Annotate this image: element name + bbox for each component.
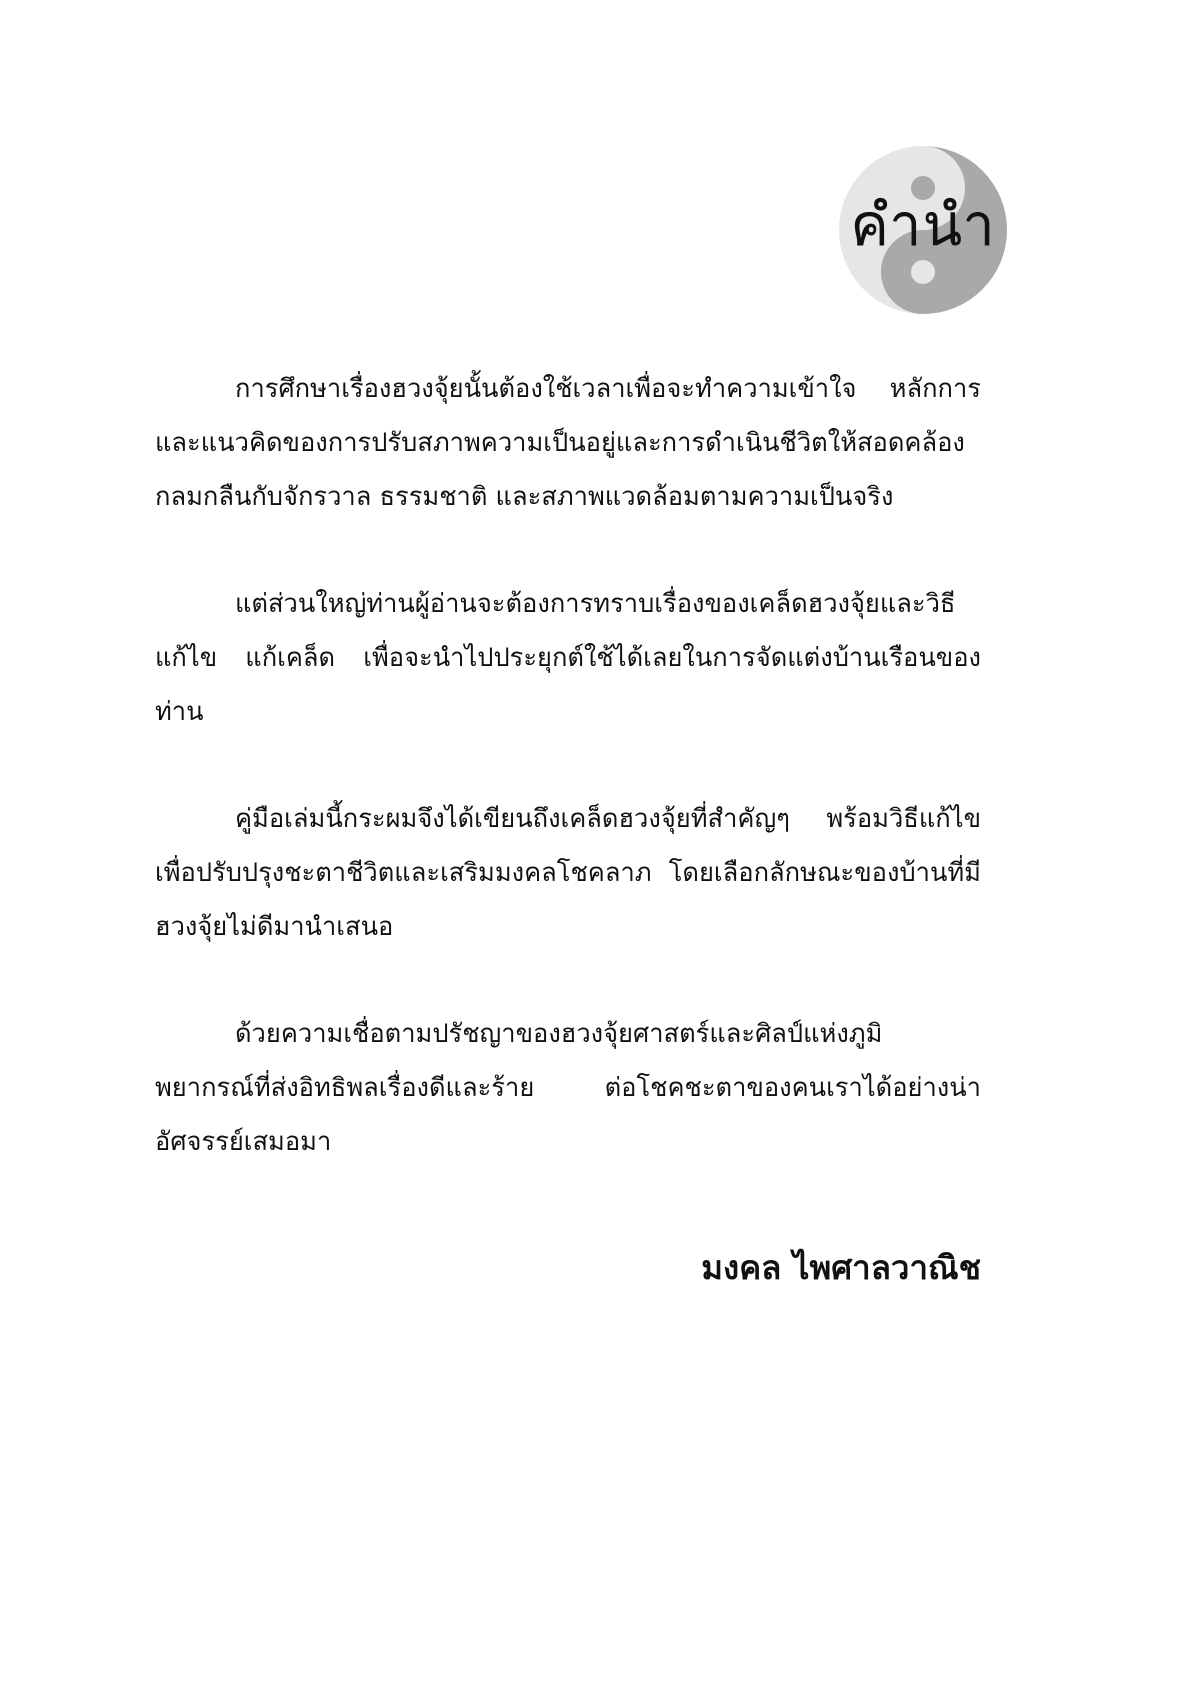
paragraph-4: ด้วยความเชื่อตามปรัชญาของฮวงจุ้ยศาสตร์และศิลป์แห่งภูมิพยากรณ์ที่ส่งอิทธิพลเรื่องดีและร้าย ต่อโชคชะตาของคนเราได้อย่างน่าอัศจรรย์เสมอมา [155,1019,981,1157]
page-title: คำนำ [850,191,996,259]
paragraph-3: คู่มือเล่มนี้กระผมจึงได้เขียนถึงเคล็ดฮวงจุ้ยที่สำคัญๆ พร้อมวิธีแก้ไขเพื่อปรับปรุงชะตาชีวิตและเสริมมงคลโชคลาภ โดยเลือกลักษณะของบ้านที่มีฮวงจุ้ยไม่ดีมานำเสนอ [155,804,981,942]
author-signature: มงคล ไพศาลวาณิช [701,1248,981,1287]
preface-heading [838,145,1008,315]
preface-body [155,362,981,1222]
paragraph-1: การศึกษาเรื่องฮวงจุ้ยนั้นต้องใช้เวลาเพื่อจะทำความเข้าใจ หลักการและแนวคิดของการปรับสภาพความเป็นอยู่และการดำเนินชีวิตให้สอดคล้องกลมกลืนกับจักรวาล ธรรมชาติ และสภาพแวดล้อมตามความเป็นจริง [155,374,981,512]
paragraph-2: แต่ส่วนใหญ่ท่านผู้อ่านจะต้องการทราบเรื่องของเคล็ดฮวงจุ้ยและวิธีแก้ไข แก้เคล็ด เพื่อจะนำไปประยุกต์ใช้ได้เลยในการจัดแต่งบ้านเรือนของท่าน [155,589,981,727]
